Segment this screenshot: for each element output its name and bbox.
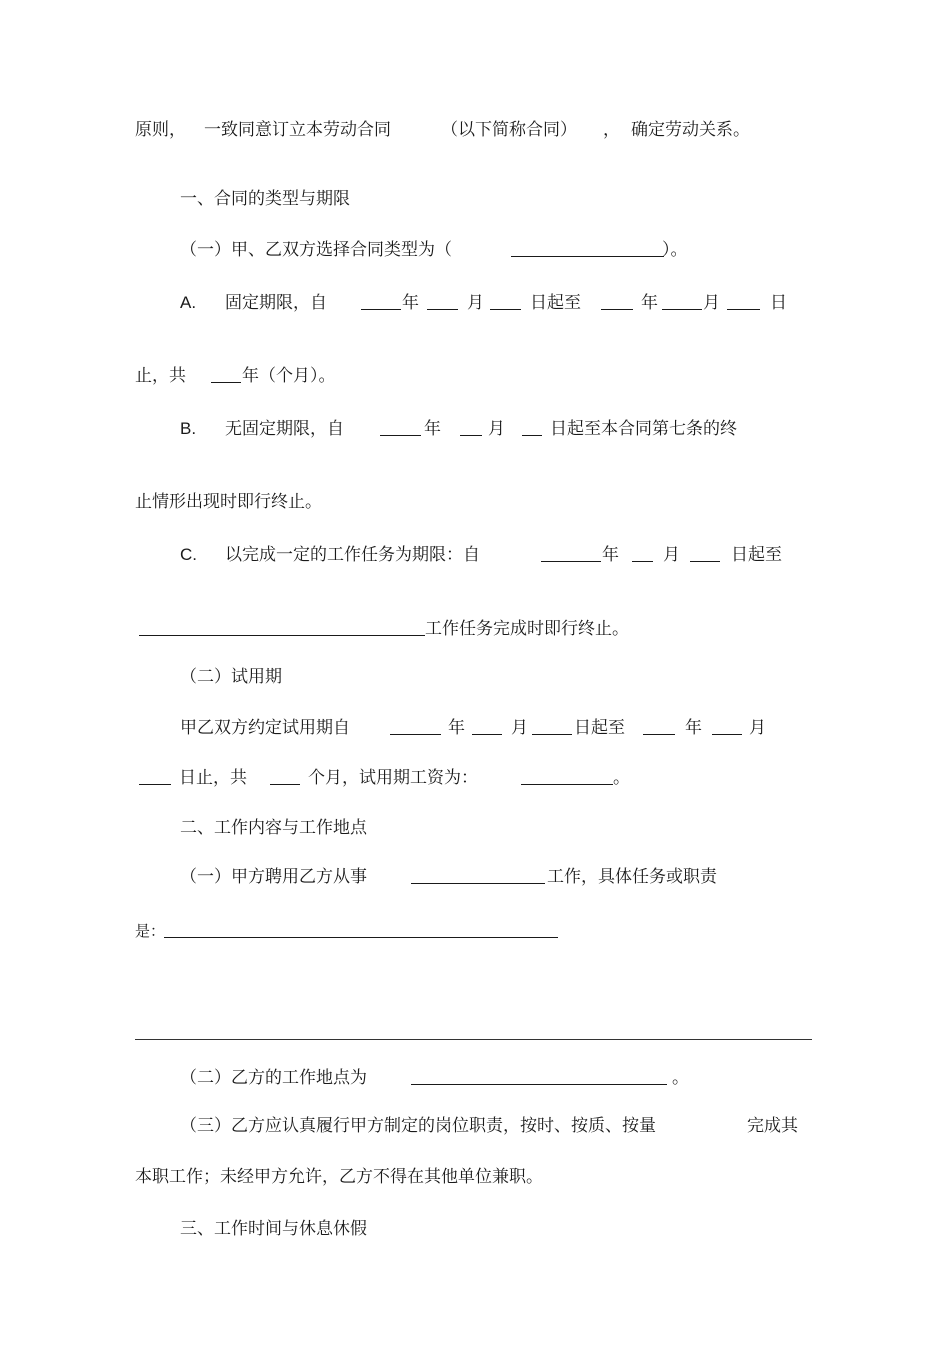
blank-field[interactable] [727,293,760,310]
text: 年（个月）。 [242,366,336,386]
blank-field[interactable] [541,545,601,562]
blank-field[interactable] [164,921,558,938]
text: ）。 [662,240,688,260]
text: 工作任务完成时即行终止。 [425,619,629,639]
blank-field[interactable] [390,718,441,735]
blank-field[interactable] [601,293,633,310]
blank-field[interactable] [380,419,421,436]
blank-field[interactable] [460,419,482,436]
text: 年 [424,419,441,439]
heading-text: （二）试用期 [180,667,282,687]
blank-field[interactable] [522,419,542,436]
blank-field[interactable] [632,545,653,562]
blank-field[interactable] [511,240,664,257]
text: 月 [749,718,766,738]
text: 止情形出现时即行终止。 [135,492,322,512]
option-letter: C. [180,545,197,564]
text: 日起至本合同第七条的终 [550,419,737,439]
blank-field[interactable] [532,718,572,735]
text: 月 [703,293,720,313]
blank-field[interactable] [521,768,613,785]
text: 月 [488,419,505,439]
heading-text: 三、工作时间与休息休假 [180,1219,367,1239]
blank-field[interactable] [662,293,702,310]
text: 年 [602,545,619,565]
text: 月 [467,293,484,313]
blank-field[interactable] [712,718,742,735]
blank-field[interactable] [490,293,521,310]
text: 年 [641,293,658,313]
blank-field[interactable] [411,1068,667,1085]
text: 年 [685,718,702,738]
text: 甲乙双方约定试用期自 [180,718,350,738]
heading-text: 二、工作内容与工作地点 [180,818,367,838]
text: 个月，试用期工资为： [308,768,478,788]
horizontal-rule [135,1039,812,1040]
text: 年 [402,293,419,313]
blank-field[interactable] [427,293,458,310]
text: 日起至 [731,545,782,565]
text: 确定劳动关系。 [631,120,750,140]
text: 。 [672,1068,689,1088]
blank-field[interactable] [472,718,502,735]
blank-field[interactable] [411,867,545,884]
text: 月 [663,545,680,565]
text: 止，共 [135,366,186,386]
text: 固定期限，自 [225,293,327,313]
blank-field[interactable] [270,768,300,785]
option-letter: A. [180,293,197,312]
blank-field[interactable] [139,768,171,785]
blank-field[interactable] [139,619,425,636]
text: 日起至 [574,718,625,738]
text: 完成其 [747,1116,798,1136]
blank-field[interactable] [211,366,241,383]
text: 工作，具体任务或职责 [547,867,717,887]
text: 原则， [135,120,186,140]
blank-field[interactable] [690,545,720,562]
text: 是： [135,922,166,940]
text: ， [603,120,620,140]
blank-field[interactable] [643,718,675,735]
text: （三）乙方应认真履行甲方制定的岗位职责，按时、按质、按量 [180,1116,656,1136]
text: 日 [770,293,787,313]
text: （一）甲、乙双方选择合同类型为（ [180,240,452,260]
text: （一）甲方聘用乙方从事 [180,867,367,887]
heading-text: 一、合同的类型与期限 [180,189,350,209]
text: 无固定期限，自 [225,419,344,439]
text: 一致同意订立本劳动合同 [204,120,391,140]
option-letter: B. [180,419,197,438]
text: 月 [511,718,528,738]
text: （以下简称合同） [441,120,577,140]
text: 以完成一定的工作任务为期限：自 [225,545,480,565]
text: 本职工作；未经甲方允许，乙方不得在其他单位兼职。 [135,1167,543,1187]
text: 年 [448,718,465,738]
text: 日止，共 [179,768,247,788]
text: 日起至 [530,293,581,313]
blank-field[interactable] [361,293,401,310]
text: 。 [613,768,630,788]
text: （二）乙方的工作地点为 [180,1068,367,1088]
